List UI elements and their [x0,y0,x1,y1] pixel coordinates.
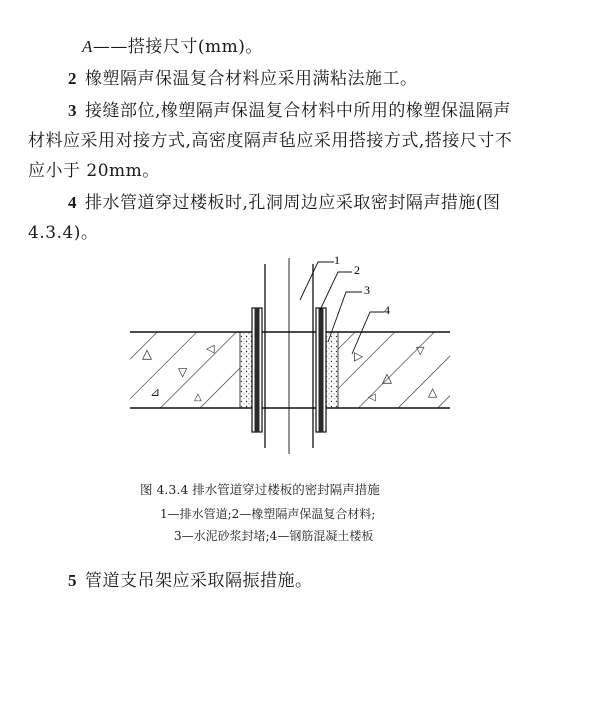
item-2 [68,68,418,90]
item-4-line-1 [68,192,501,214]
symbol-a-description: ——搭接尺寸(mm)。 [92,37,263,57]
figure-legend-line-1: 1—排水管道;2—橡塑隔声保温复合材料; [160,507,376,521]
figure-caption: 图 4.3.4 排水管道穿过楼板的密封隔声措施 [140,482,380,497]
pipe-floor-seal-figure [120,250,460,460]
callout-1: 1 [334,253,340,267]
svg-text:△: △ [142,347,152,362]
svg-text:▽: ▽ [178,365,188,379]
svg-text:◁: ◁ [368,392,376,403]
callout-3: 3 [364,283,370,297]
svg-text:⊿: ⊿ [150,385,161,399]
item-2-number: 2 [68,69,77,88]
figure-legend-line-2: 3—水泥砂浆封堵;4—钢筋混凝土楼板 [174,529,374,543]
svg-text:△: △ [194,392,202,403]
drain-pipe [262,258,316,454]
item-5 [68,570,313,592]
item-4-line-2: 4.3.4)。 [28,223,99,243]
item-3-text-1: 接缝部位,橡塑隔声保温复合材料中所用的橡塑保温隔声 [85,101,511,121]
symbol-a: A [82,37,93,56]
item-3-line-1 [68,100,511,122]
callout-2: 2 [354,263,360,277]
svg-text:△: △ [428,385,438,399]
concrete-slab-left [130,332,240,408]
mortar-seal-right [326,332,338,408]
svg-text:△: △ [382,371,392,386]
item-5-text: 管道支吊架应采取隔振措施。 [85,571,313,591]
item-4-text-1: 排水管道穿过楼板时,孔洞周边应采取密封隔声措施(图 [85,193,501,213]
item-2-text: 橡塑隔声保温复合材料应采用满粘法施工。 [85,69,418,89]
item-3-line-2: 材料应采用对接方式,高密度隔声毡应采用搭接方式,搭接尺寸不 [28,131,513,151]
item-3-line-3: 应小于 20mm。 [28,161,160,181]
item-4-number: 4 [68,193,77,212]
item-5-number: 5 [68,571,77,590]
item-3-number: 3 [68,101,77,120]
symbol-definition-line [82,36,263,58]
callout-4: 4 [384,303,390,317]
svg-text:▽: ▽ [416,344,425,357]
svg-text:▷: ▷ [354,349,364,363]
concrete-slab-right [338,332,450,408]
svg-text:◁: ◁ [206,342,215,355]
